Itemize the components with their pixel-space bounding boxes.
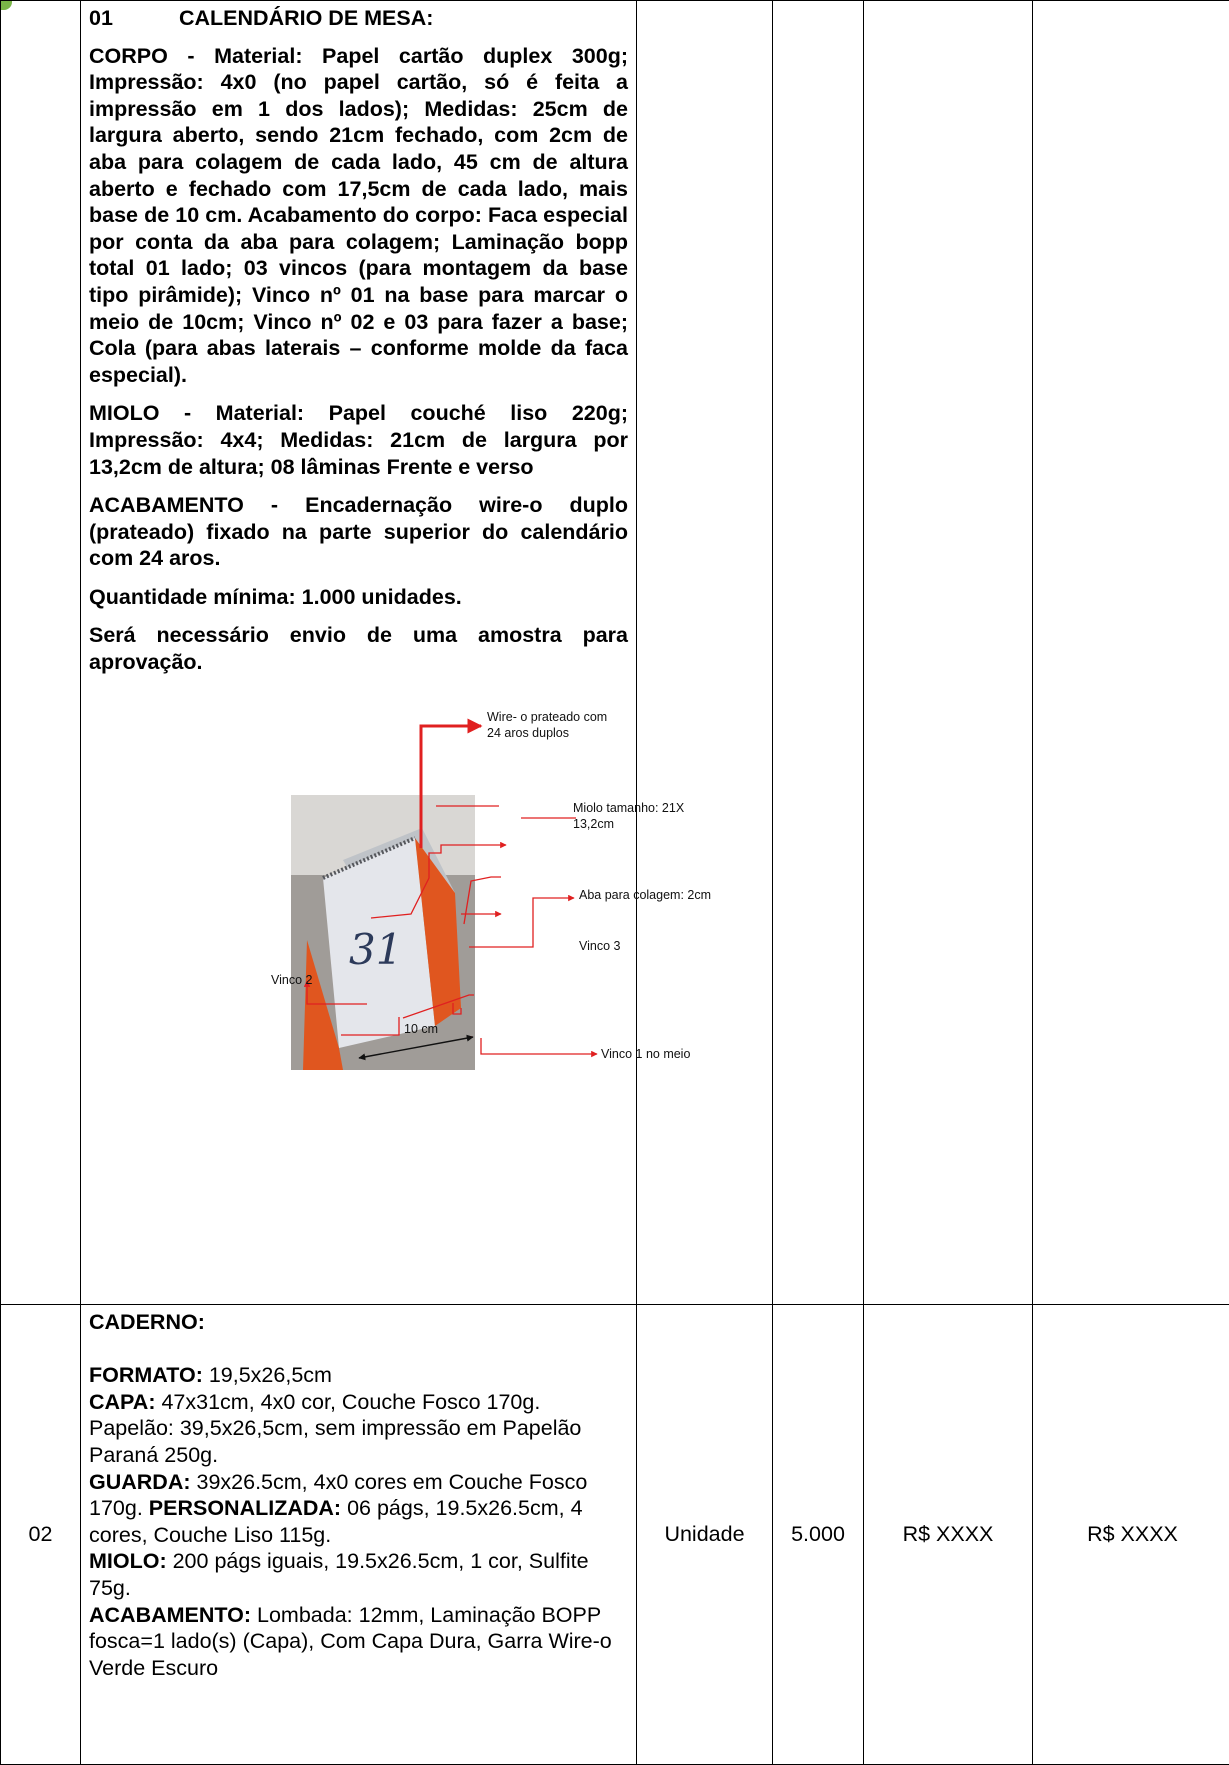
item-number-cell: 02 <box>1 1305 81 1765</box>
acabamento-line: ACABAMENTO: Lombada: 12mm, Laminação BOPP fosca=1 lado(s) (Capa), Com Capa Dura, Garra Wire-o Verde Escuro <box>89 1602 628 1682</box>
acabamento-paragraph: ACABAMENTO - Encadernação wire-o duplo (prateado) fixado na parte superior do calendário com 24 aros. <box>89 492 628 572</box>
item-title <box>89 5 628 32</box>
label-miolo-line2: 13,2cm <box>573 817 614 831</box>
corpo-paragraph: CORPO - Material: Papel cartão duplex 300g; Impressão: 4x0 (no papel cartão, só é feita a impressão em 1 dos lados); Medidas: 25cm de largura aberto, sendo 21cm fechado, com 2cm de aba para colagem de cada lado, 45 cm de altura aberto e fechado com 17,5cm de cada lado, mais base de 10 cm. Acabamento do corpo: Faca especial por conta da aba para colagem; Laminação bopp total 01 lado; 03 vincos (para montagem da base tipo pirâmide); Vinco nº 01 na base para marcar o meio de 10cm; Vinco nº 02 e 03 para fazer a base; Cola (para abas laterais – conforme molde da faca especial). <box>89 43 628 389</box>
calendar-diagram <box>81 688 636 1073</box>
label-vinco2: Vinco 2 <box>271 973 313 987</box>
capa-line: CAPA: 47x31cm, 4x0 cor, Couche Fosco 170g. Papelão: 39,5x26,5cm, sem impressão em Papelão Paraná 250g. <box>89 1389 628 1469</box>
item-description-cell <box>81 1305 637 1765</box>
table-row-item-02 <box>1 1305 1229 1765</box>
item-number: 01 <box>89 5 179 32</box>
item-unit-cell <box>637 1 773 1305</box>
calendar-diagram-svg <box>81 688 721 1073</box>
item-title: CADERNO: <box>89 1309 628 1336</box>
label-vinco1: Vinco 1 no meio <box>601 1047 690 1061</box>
label-base-10cm: 10 cm <box>404 1022 438 1036</box>
label-miolo-line1: Miolo tamanho: 21X <box>573 801 685 815</box>
item-total-price-cell <box>1033 1 1229 1305</box>
item-description-cell <box>81 1 637 1305</box>
label-vinco3: Vinco 3 <box>579 939 621 953</box>
item-unit-price-cell: R$ XXXX <box>864 1305 1033 1765</box>
calendar-photo <box>291 795 475 1070</box>
item-quantity-cell <box>773 1 864 1305</box>
label-wire-line1: Wire- o prateado com <box>487 710 607 724</box>
table-row-item-01 <box>1 1 1229 1305</box>
miolo-paragraph: MIOLO - Material: Papel couché liso 220g; Impressão: 4x4; Medidas: 21cm de largura por 13,2cm de altura; 08 lâminas Frente e verso <box>89 400 628 480</box>
label-wire-line2: 24 aros duplos <box>487 726 569 740</box>
quantidade-paragraph: Quantidade mínima: 1.000 unidades. <box>89 584 628 611</box>
guarda-line: GUARDA: 39x26.5cm, 4x0 cores em Couche Fosco 170g. PERSONALIZADA: 06 págs, 19.5x26.5cm, 4 cores, Couche Liso 115g. <box>89 1469 628 1549</box>
formato-line: FORMATO: 19,5x26,5cm <box>89 1362 628 1389</box>
item-quantity-cell: 5.000 <box>773 1305 864 1765</box>
item-title-text: CALENDÁRIO DE MESA: <box>179 6 433 30</box>
miolo-line: MIOLO: 200 págs iguais, 19.5x26.5cm, 1 cor, Sulfite 75g. <box>89 1548 628 1601</box>
label-aba: Aba para colagem: 2cm <box>579 888 711 902</box>
calendar-day-number: 31 <box>349 925 402 974</box>
item-unit-cell: Unidade <box>637 1305 773 1765</box>
item-unit-price-cell <box>864 1 1033 1305</box>
item-total-price-cell: R$ XXXX <box>1033 1305 1229 1765</box>
item-number-cell <box>1 1 81 1305</box>
amostra-paragraph: Será necessário envio de uma amostra para aprovação. <box>89 622 628 675</box>
